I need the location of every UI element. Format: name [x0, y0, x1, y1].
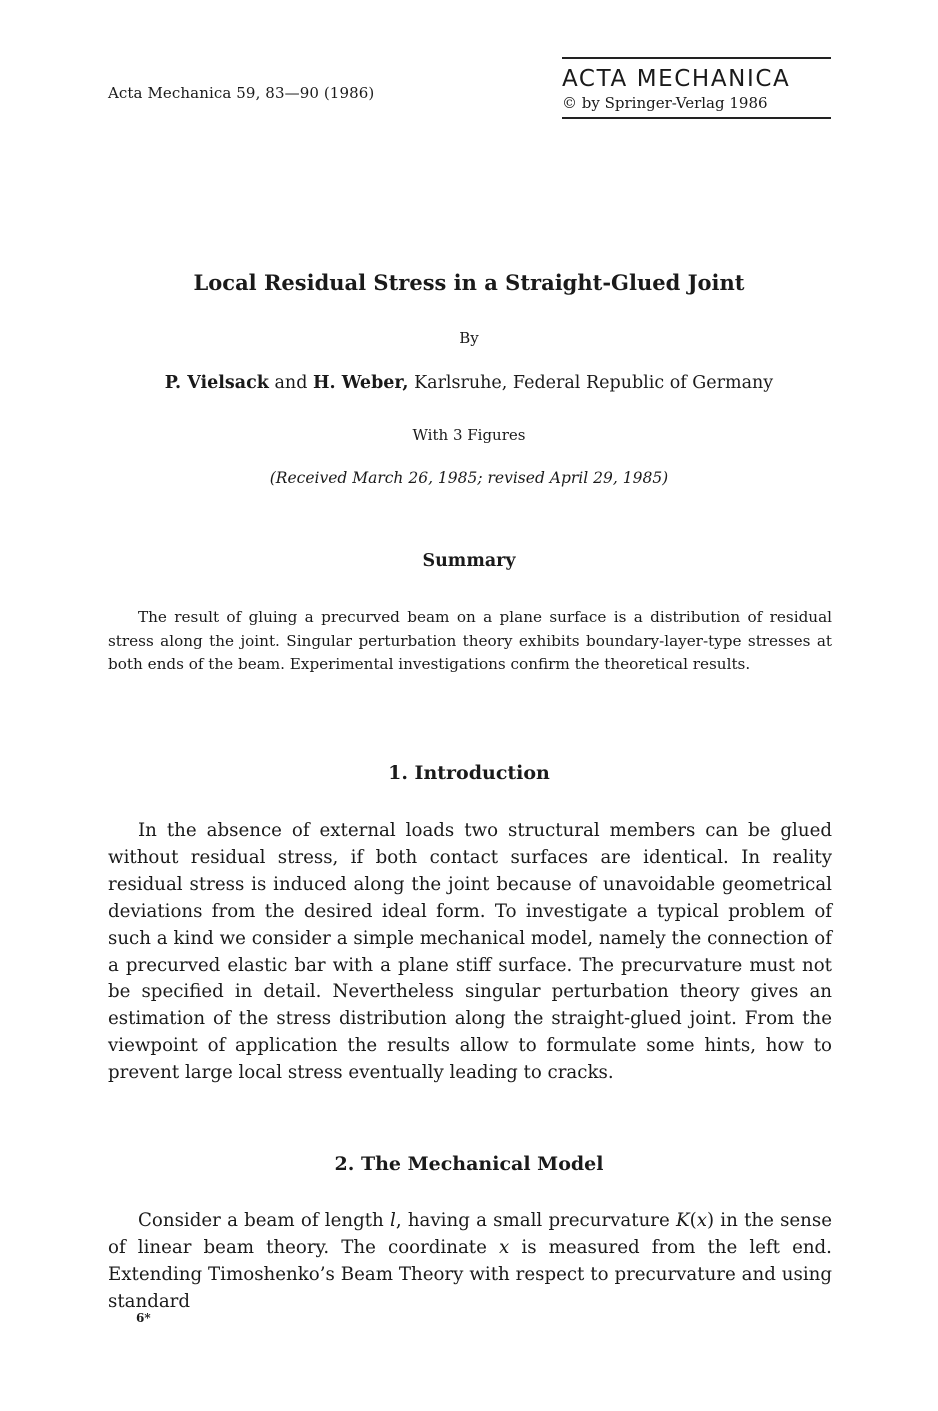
- math-variable-l: l: [390, 1210, 396, 1231]
- journal-name: ACTA MECHANICA: [562, 66, 791, 92]
- author-vielsack: P. Vielsack: [164, 373, 269, 393]
- by-line: By: [459, 329, 479, 347]
- math-variable-K: K: [676, 1210, 690, 1231]
- model-text-part: ) in the sense of linear beam theory. The coordinate: [108, 1210, 832, 1258]
- author-weber: H. Weber,: [312, 373, 409, 393]
- journal-citation: Acta Mechanica 59, 83—90 (1986): [108, 84, 375, 102]
- page-signature-mark: 6*: [136, 1311, 151, 1325]
- mechanical-model-paragraph: [108, 1208, 832, 1316]
- summary-text: The result of gluing a precurved beam on a plane surface is a distribution of residual stress along the joint. Singular perturbation theory exhibits boundary-layer-type stresses at both ends of the beam. Experimental investigations confirm the theoretical results.: [108, 608, 832, 673]
- model-text-part: is measured from the left end. Extending Timoshenko’s Beam Theory with respect to precurvature and using standard: [108, 1236, 832, 1312]
- copyright-line: © by Springer-Verlag 1986: [562, 94, 768, 112]
- section-introduction-heading: 1. Introduction: [388, 762, 550, 784]
- paper-title: Local Residual Stress in a Straight-Glued Joint: [193, 270, 745, 295]
- model-text-part: (: [689, 1210, 697, 1231]
- author-line: [0, 373, 938, 393]
- received-dates: (Received March 26, 1985; revised April 29, 1985): [269, 469, 669, 487]
- author-affiliation: Karlsruhe, Federal Republic of Germany: [414, 373, 774, 393]
- figures-note: With 3 Figures: [412, 426, 526, 444]
- model-text-part: , having a small precurvature: [395, 1210, 670, 1231]
- math-variable-x: x: [499, 1236, 510, 1258]
- math-variable-x: x: [696, 1210, 707, 1231]
- section-mechanical-model-heading: 2. The Mechanical Model: [334, 1153, 604, 1175]
- author-conjunction: and: [274, 373, 308, 393]
- model-text-part: Consider a beam of length: [138, 1210, 384, 1231]
- summary-heading: Summary: [422, 551, 516, 571]
- introduction-paragraph: In the absence of external loads two structural members can be glued without residual stress, if both contact surfaces are identical. In reality residual stress is induced along the joint because of unavoidable geometrical deviations from the desired ideal form. To investigate a typical problem of such a kind we consider a simple mechanical model, namely the connection of a precurved elastic bar with a plane stiff surface. The precurvature must not be specified in detail. Nevertheless singular perturbation theory gives an estimation of the stress distribution along the straight-glued joint. From the viewpoint of application the results allow to formulate some hints, how to prevent large local stress eventually leading to cracks.: [108, 820, 832, 1084]
- journal-masthead: [562, 57, 831, 119]
